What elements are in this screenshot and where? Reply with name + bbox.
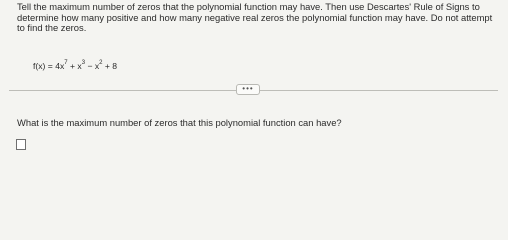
formula-term-4: + 8	[102, 61, 118, 71]
question-text: What is the maximum number of zeros that this polynomial function can have?	[17, 117, 342, 128]
formula-lhs: f(x) = 4x	[33, 61, 65, 71]
polynomial-formula	[33, 60, 117, 72]
formula-exponent-2: 3	[81, 60, 86, 67]
answer-input-box[interactable]	[16, 139, 26, 150]
problem-instructions: Tell the maximum number of zeros that the polynomial function may have. Then use Descartes' Rule of Signs to determine how many positive and how many negative real zeros the polynomial function may have. Do not attempt to find the zeros.	[17, 1, 493, 34]
formula-exponent-1: 7	[64, 60, 68, 67]
expand-more-button[interactable]: •••	[236, 84, 260, 95]
formula-term-2: + x	[67, 61, 82, 71]
formula-exponent-3: 2	[99, 60, 103, 67]
formula-term-3: − x	[85, 61, 100, 71]
